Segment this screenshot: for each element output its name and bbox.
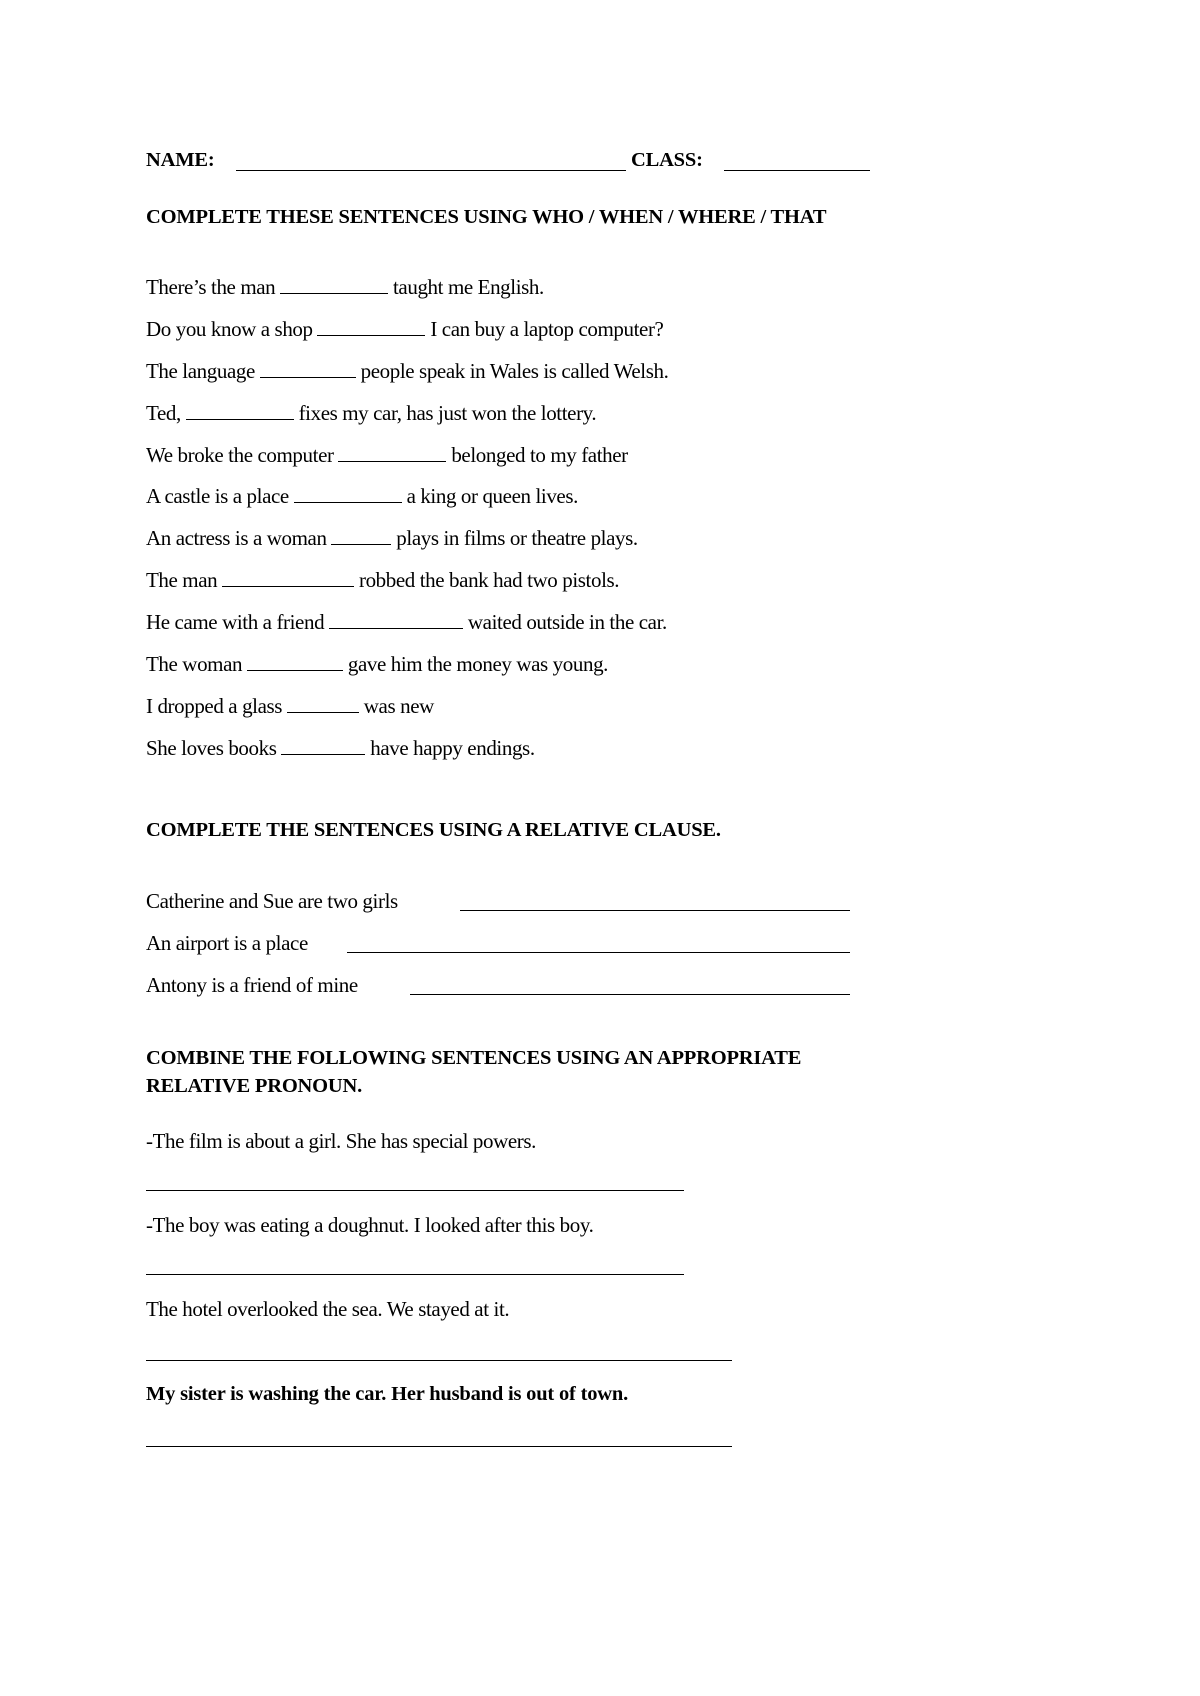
sentence-end: plays in films or theatre plays. xyxy=(396,526,638,550)
answer-line[interactable] xyxy=(410,994,850,995)
fill-blank[interactable] xyxy=(247,653,343,671)
sentence-start: The woman xyxy=(146,652,243,676)
name-label: NAME: xyxy=(146,149,215,171)
sentence-start: The language xyxy=(146,359,255,383)
list-item xyxy=(146,609,667,635)
list-item xyxy=(146,693,434,719)
fill-blank[interactable] xyxy=(280,276,388,294)
section3-heading-line2: RELATIVE PRONOUN. xyxy=(146,1075,363,1097)
fill-blank[interactable] xyxy=(294,485,402,503)
section2-heading: COMPLETE THE SENTENCES USING A RELATIVE CLAUSE. xyxy=(146,819,721,841)
sentence-end: robbed the bank had two pistols. xyxy=(358,568,620,592)
fill-blank[interactable] xyxy=(338,444,446,462)
list-item xyxy=(146,735,535,761)
sentence-end: was new xyxy=(363,694,434,718)
sentence-end: taught me English. xyxy=(393,275,544,299)
sentence-end: I can buy a laptop computer? xyxy=(430,317,664,341)
sentence-end: gave him the money was young. xyxy=(347,652,609,676)
answer-line[interactable] xyxy=(146,1274,684,1275)
sentence-end: people speak in Wales is called Welsh. xyxy=(360,359,669,383)
sentence-end: have happy endings. xyxy=(370,736,535,760)
fill-blank[interactable] xyxy=(287,695,359,713)
sentence-start: There’s the man xyxy=(146,275,276,299)
list-item xyxy=(146,567,619,593)
class-field[interactable] xyxy=(724,170,870,171)
answer-line[interactable] xyxy=(347,952,850,953)
fill-blank[interactable] xyxy=(260,360,356,378)
class-label: CLASS: xyxy=(631,149,703,171)
answer-line[interactable] xyxy=(146,1446,732,1447)
fill-blank[interactable] xyxy=(329,611,463,629)
sentence-end: belonged to my father xyxy=(451,443,628,467)
sentence-start: Do you know a shop xyxy=(146,317,313,341)
list-item xyxy=(146,358,668,384)
sentence-start: He came with a friend xyxy=(146,610,325,634)
fill-blank[interactable] xyxy=(317,318,425,336)
list-item: -The film is about a girl. She has special powers. xyxy=(146,1129,536,1153)
name-field[interactable] xyxy=(236,170,626,171)
answer-line[interactable] xyxy=(146,1360,732,1361)
list-item: An airport is a place xyxy=(146,931,308,955)
list-item xyxy=(146,274,544,300)
list-item xyxy=(146,651,608,677)
list-item: The hotel overlooked the sea. We stayed at it. xyxy=(146,1297,510,1321)
section3-heading-line1: COMBINE THE FOLLOWING SENTENCES USING AN APPROPRIATE xyxy=(146,1047,802,1069)
list-item xyxy=(146,483,578,509)
sentence-start: A castle is a place xyxy=(146,484,289,508)
sentence-start: I dropped a glass xyxy=(146,694,283,718)
sentence-start: We broke the computer xyxy=(146,443,334,467)
list-item xyxy=(146,400,596,426)
list-item: My sister is washing the car. Her husband is out of town. xyxy=(146,1383,628,1405)
list-item: Catherine and Sue are two girls xyxy=(146,889,398,913)
list-item: Antony is a friend of mine xyxy=(146,973,358,997)
list-item: -The boy was eating a doughnut. I looked after this boy. xyxy=(146,1213,594,1237)
answer-line[interactable] xyxy=(460,910,850,911)
list-item xyxy=(146,525,638,551)
fill-blank[interactable] xyxy=(222,569,354,587)
sentence-end: waited outside in the car. xyxy=(467,610,667,634)
fill-blank[interactable] xyxy=(331,527,391,545)
fill-blank[interactable] xyxy=(281,737,365,755)
answer-line[interactable] xyxy=(146,1190,684,1191)
sentence-start: The man xyxy=(146,568,218,592)
list-item xyxy=(146,316,663,342)
sentence-start: An actress is a woman xyxy=(146,526,327,550)
sentence-start: Ted, xyxy=(146,401,181,425)
sentence-start: She loves books xyxy=(146,736,277,760)
list-item xyxy=(146,442,628,468)
section1-heading: COMPLETE THESE SENTENCES USING WHO / WHEN / WHERE / THAT xyxy=(146,206,827,228)
fill-blank[interactable] xyxy=(186,402,294,420)
sentence-end: fixes my car, has just won the lottery. xyxy=(298,401,597,425)
sentence-end: a king or queen lives. xyxy=(406,484,578,508)
